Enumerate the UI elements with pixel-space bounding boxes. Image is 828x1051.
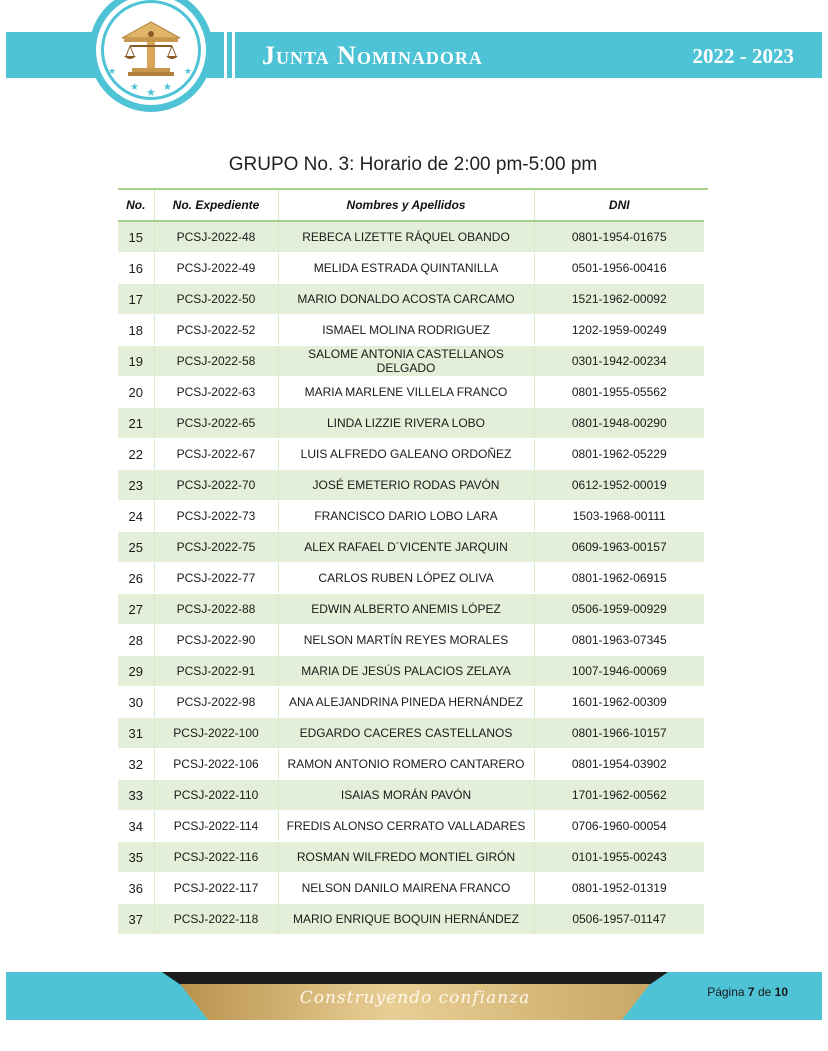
cell-dni: 1007-1946-00069: [534, 656, 704, 687]
cell-dni: 0801-1962-06915: [534, 563, 704, 594]
cell-nombre: ISAIAS MORÁN PAVÓN: [278, 780, 534, 811]
cell-no: 34: [118, 811, 154, 842]
cell-nombre: JOSÉ EMETERIO RODAS PAVÓN: [278, 470, 534, 501]
table-row: [118, 780, 704, 811]
cell-dni: 0101-1955-00243: [534, 842, 704, 873]
svg-text:★: ★: [108, 67, 117, 77]
table-header-row: [118, 190, 704, 221]
table-row: [118, 470, 704, 501]
cell-dni: 1521-1962-00092: [534, 284, 704, 315]
cell-dni: 0801-1955-05562: [534, 377, 704, 408]
cell-no: 37: [118, 904, 154, 935]
cell-dni: 0801-1952-01319: [534, 873, 704, 904]
table-row: [118, 439, 704, 470]
cell-no: 28: [118, 625, 154, 656]
cell-nombre: LINDA LIZZIE RIVERA LOBO: [278, 408, 534, 439]
cell-expediente: PCSJ-2022-65: [154, 408, 278, 439]
table-row: [118, 718, 704, 749]
column-header-no: No.: [118, 190, 154, 221]
cell-nombre: FREDIS ALONSO CERRATO VALLADARES: [278, 811, 534, 842]
table-row: [118, 284, 704, 315]
page-prefix: Página: [707, 985, 745, 999]
cell-expediente: PCSJ-2022-116: [154, 842, 278, 873]
cell-no: 17: [118, 284, 154, 315]
cell-nombre: MARIO ENRIQUE BOQUIN HERNÁNDEZ: [278, 904, 534, 935]
table-row: [118, 377, 704, 408]
cell-dni: 1701-1962-00562: [534, 780, 704, 811]
cell-nombre: NELSON DANILO MAIRENA FRANCO: [278, 873, 534, 904]
cell-no: 21: [118, 408, 154, 439]
svg-text:★: ★: [146, 86, 156, 99]
cell-no: 18: [118, 315, 154, 346]
cell-expediente: PCSJ-2022-90: [154, 625, 278, 656]
cell-expediente: PCSJ-2022-117: [154, 873, 278, 904]
cell-expediente: PCSJ-2022-88: [154, 594, 278, 625]
cell-nombre: ISMAEL MOLINA RODRIGUEZ: [278, 315, 534, 346]
cell-expediente: PCSJ-2022-50: [154, 284, 278, 315]
cell-nombre: LUIS ALFREDO GALEANO ORDOÑEZ: [278, 439, 534, 470]
cell-nombre: MELIDA ESTRADA QUINTANILLA: [278, 253, 534, 284]
cell-no: 33: [118, 780, 154, 811]
cell-expediente: PCSJ-2022-67: [154, 439, 278, 470]
page-current: 7: [747, 985, 755, 999]
cell-no: 22: [118, 439, 154, 470]
scales-of-justice-logo-icon: [86, 0, 216, 112]
table-row: [118, 873, 704, 904]
cell-no: 29: [118, 656, 154, 687]
cell-dni: 0801-1966-10157: [534, 718, 704, 749]
cell-no: 27: [118, 594, 154, 625]
cell-nombre: ROSMAN WILFREDO MONTIEL GIRÓN: [278, 842, 534, 873]
cell-expediente: PCSJ-2022-70: [154, 470, 278, 501]
cell-no: 36: [118, 873, 154, 904]
cell-no: 15: [118, 221, 154, 253]
cell-nombre: EDGARDO CACERES CASTELLANOS: [278, 718, 534, 749]
cell-expediente: PCSJ-2022-98: [154, 687, 278, 718]
table-row: [118, 253, 704, 284]
cell-nombre: FRANCISCO DARIO LOBO LARA: [278, 501, 534, 532]
cell-expediente: PCSJ-2022-49: [154, 253, 278, 284]
cell-nombre: REBECA LIZETTE RÁQUEL OBANDO: [278, 221, 534, 253]
table-row: [118, 221, 704, 253]
table-row: [118, 501, 704, 532]
cell-expediente: PCSJ-2022-63: [154, 377, 278, 408]
footer-motto: Construyendo confianza: [299, 988, 531, 1008]
header-title: Junta Nominadora: [262, 41, 483, 70]
cell-no: 35: [118, 842, 154, 873]
cell-nombre: MARIO DONALDO ACOSTA CARCAMO: [278, 284, 534, 315]
cell-expediente: PCSJ-2022-100: [154, 718, 278, 749]
cell-expediente: PCSJ-2022-73: [154, 501, 278, 532]
cell-nombre: RAMON ANTONIO ROMERO CANTARERO: [278, 749, 534, 780]
cell-nombre: CARLOS RUBEN LÓPEZ OLIVA: [278, 563, 534, 594]
cell-no: 26: [118, 563, 154, 594]
table-row: [118, 904, 704, 935]
cell-nombre: NELSON MARTÍN REYES MORALES: [278, 625, 534, 656]
cell-expediente: PCSJ-2022-118: [154, 904, 278, 935]
cell-no: 31: [118, 718, 154, 749]
page-number: [707, 985, 788, 999]
group-title: GRUPO No. 3: Horario de 2:00 pm-5:00 pm: [228, 154, 598, 175]
svg-text:★: ★: [163, 82, 172, 93]
cell-dni: 0801-1948-00290: [534, 408, 704, 439]
table-row: [118, 563, 704, 594]
footer-dark-ribbon: [162, 972, 668, 986]
header-years: 2022 - 2023: [692, 44, 794, 68]
cell-no: 19: [118, 346, 154, 377]
page-sep: de: [757, 985, 772, 999]
cell-expediente: PCSJ-2022-114: [154, 811, 278, 842]
cell-no: 25: [118, 532, 154, 563]
candidates-table-wrap: [118, 188, 708, 935]
cell-dni: 0706-1960-00054: [534, 811, 704, 842]
cell-dni: 0801-1963-07345: [534, 625, 704, 656]
column-header-expediente: No. Expediente: [154, 190, 278, 221]
cell-expediente: PCSJ-2022-52: [154, 315, 278, 346]
svg-text:★: ★: [184, 67, 193, 77]
header-divider: [232, 32, 235, 78]
cell-expediente: PCSJ-2022-110: [154, 780, 278, 811]
page-total: 10: [774, 985, 788, 999]
svg-text:★: ★: [130, 82, 139, 93]
cell-dni: 0801-1954-01675: [534, 221, 704, 253]
cell-dni: 0501-1956-00416: [534, 253, 704, 284]
cell-expediente: PCSJ-2022-91: [154, 656, 278, 687]
cell-dni: 0506-1959-00929: [534, 594, 704, 625]
table-row: [118, 315, 704, 346]
table-row: [118, 594, 704, 625]
cell-dni: 1503-1968-00111: [534, 501, 704, 532]
cell-dni: 1601-1962-00309: [534, 687, 704, 718]
table-row: [118, 625, 704, 656]
cell-dni: 0801-1962-05229: [534, 439, 704, 470]
cell-nombre: MARIA DE JESÚS PALACIOS ZELAYA: [278, 656, 534, 687]
table-body: [118, 221, 704, 935]
cell-nombre: ALEX RAFAEL D´VICENTE JARQUIN: [278, 532, 534, 563]
cell-no: 23: [118, 470, 154, 501]
cell-expediente: PCSJ-2022-77: [154, 563, 278, 594]
cell-dni: 0609-1963-00157: [534, 532, 704, 563]
cell-no: 20: [118, 377, 154, 408]
cell-dni: 0506-1957-01147: [534, 904, 704, 935]
table-row: [118, 408, 704, 439]
table-row: [118, 687, 704, 718]
table-row: [118, 346, 704, 377]
cell-nombre: SALOME ANTONIA CASTELLANOS DELGADO: [278, 346, 534, 377]
cell-nombre: ANA ALEJANDRINA PINEDA HERNÁNDEZ: [278, 687, 534, 718]
cell-no: 32: [118, 749, 154, 780]
cell-expediente: PCSJ-2022-48: [154, 221, 278, 253]
cell-dni: 0801-1954-03902: [534, 749, 704, 780]
column-header-dni: DNI: [534, 190, 704, 221]
table-row: [118, 811, 704, 842]
cell-dni: 0301-1942-00234: [534, 346, 704, 377]
cell-no: 24: [118, 501, 154, 532]
candidates-table: [118, 190, 704, 935]
cell-dni: 1202-1959-00249: [534, 315, 704, 346]
cell-expediente: PCSJ-2022-106: [154, 749, 278, 780]
table-row: [118, 749, 704, 780]
cell-no: 16: [118, 253, 154, 284]
table-row: [118, 532, 704, 563]
column-header-nombre: Nombres y Apellidos: [278, 190, 534, 221]
cell-expediente: PCSJ-2022-58: [154, 346, 278, 377]
table-row: [118, 656, 704, 687]
table-row: [118, 842, 704, 873]
cell-expediente: PCSJ-2022-75: [154, 532, 278, 563]
cell-nombre: EDWIN ALBERTO ANEMIS LÓPEZ: [278, 594, 534, 625]
cell-no: 30: [118, 687, 154, 718]
cell-dni: 0612-1952-00019: [534, 470, 704, 501]
cell-nombre: MARIA MARLENE VILLELA FRANCO: [278, 377, 534, 408]
header-divider: [224, 32, 227, 78]
